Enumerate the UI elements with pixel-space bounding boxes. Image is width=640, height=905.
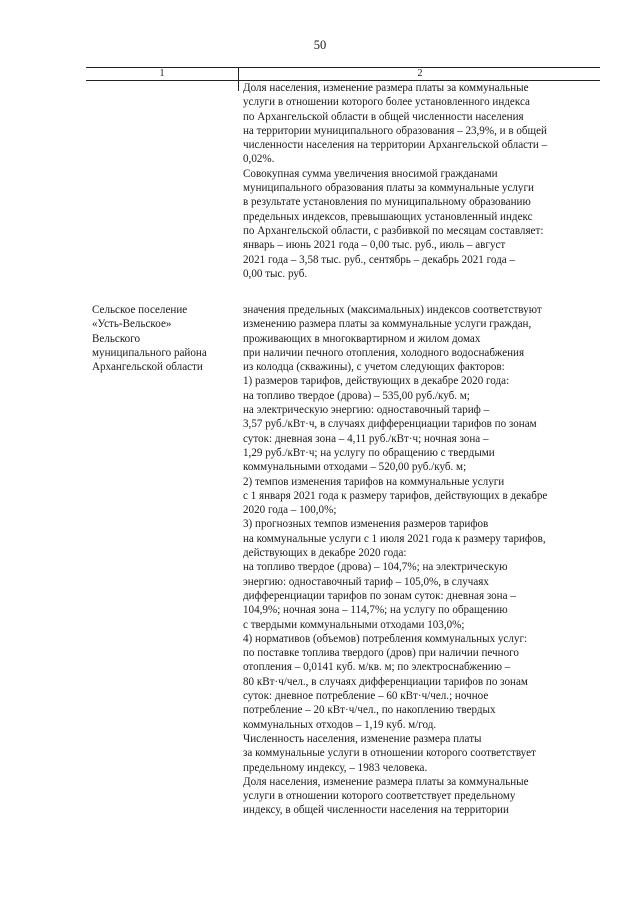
text-line: изменению размера платы за коммунальные услуги граждан, [243,318,532,331]
row-1-text-cell [243,81,603,281]
text-line: услуги в отношении которого соответствует предельному [243,790,516,803]
text-line: муниципального образования платы за коммунальные услуги [243,182,534,195]
text-line: суток: дневная зона – 4,11 руб./кВт·ч; ночная зона – [243,432,489,445]
text-line: значения предельных (максимальных) индексов соответствуют [243,304,542,316]
text-line: 80 кВт·ч/чел., в случаях дифференциации тарифов по зонам [243,675,528,688]
row-2-municipality-cell [92,303,232,374]
text-line: потребление – 20 кВт·ч/чел., по накоплению твердых [243,704,496,717]
municipality-name-line: муниципального района [92,346,207,359]
municipality-name-line: Архангельской области [92,361,203,374]
text-line: проживающих в многоквартирном и жилом домах [243,332,481,345]
text-line: численности населения на территории Архангельской области – [243,139,548,152]
text-line: на коммунальные услуги с 1 июля 2021 года к размеру тарифов, [243,532,546,545]
text-line: отопления – 0,0141 куб. м/кв. м; по электроснабжению – [243,661,511,674]
text-line: предельных индексов, превышающих установленный индекс [243,210,533,223]
text-line: 3,57 руб./кВт·ч, в случаях дифференциации тарифов по зонам [243,418,537,431]
text-line: 2) темпов изменения тарифов на коммунальные услуги [243,475,505,488]
text-line: индексу, в общей численности населения на территории [243,804,509,817]
text-line: 0,02%. [243,153,275,166]
table-header-col-1: 1 [159,68,165,79]
table-header-row [86,67,600,81]
text-line: 1,29 руб./кВт·ч; на услугу по обращению с твердыми [243,446,495,459]
text-line: из колодца (скважины), с учетом следующих факторов: [243,361,505,374]
text-line: на топливо твердое (дрова) – 104,7%; на электрическую [243,561,508,574]
text-line: Численность населения, изменение размера платы [243,732,482,745]
text-line: 2020 года – 100,0%; [243,504,337,517]
text-line: на территории муниципального образования – 23,9%, и в общей [243,124,547,137]
text-line: 104,9%; ночная зона – 114,7%; на услугу по обращению [243,604,508,617]
row-2-text-cell [243,303,603,818]
municipality-name-line: «Усть-Вельское» [92,318,172,331]
page-number: 50 [313,38,327,52]
text-line: 4) нормативов (объемов) потребления коммунальных услуг: [243,632,528,645]
column-divider [238,79,239,91]
text-line: 3) прогнозных темпов изменения размеров тарифов [243,518,489,531]
text-line: в результате установления по муниципальному образованию [243,196,531,209]
text-line: с твердыми коммунальными отходами 103,0%; [243,618,465,631]
text-line: по Архангельской области, с разбивкой по месяцам составляет: [243,224,544,237]
text-line: при наличии печного отопления, холодного водоснабжения [243,346,525,359]
municipality-name-line: Сельское поселение [92,304,188,316]
municipality-name-line: Вельского [92,332,141,345]
text-line: услуги в отношении которого более установленного индекса [243,96,530,109]
text-line: по поставке топлива твердого (дров) при наличии печного [243,647,519,660]
text-line: коммунальных отходов – 1,19 куб. м/год. [243,718,437,731]
text-line: Совокупная сумма увеличения вносимой гражданами [243,167,498,180]
text-line: энергию: одноставочный тариф – 105,0%, в случаях [243,575,489,588]
table-header-col-2: 2 [238,68,601,80]
text-line: с 1 января 2021 года к размеру тарифов, действующих в декабре [243,489,548,502]
text-line: 0,00 тыс. руб. [243,267,308,280]
text-line: 2021 года – 3,58 тыс. руб., сентябрь – декабрь 2021 года – [243,253,516,266]
text-line: 1) размеров тарифов, действующих в декабре 2020 года: [243,375,510,388]
text-line: на топливо твердое (дрова) – 535,00 руб./куб. м; [243,389,470,402]
text-line: январь – июнь 2021 года – 0,00 тыс. руб., июль – август [243,239,506,252]
text-line: Доля населения, изменение размера платы за коммунальные [243,775,529,788]
text-line: действующих в декабре 2020 года: [243,547,407,560]
text-line: предельному индексу, – 1983 человека. [243,761,428,774]
text-line: дифференциации тарифов по зонам суток: дневная зона – [243,589,516,602]
text-line: по Архангельской области в общей численности населения [243,110,524,123]
text-line: суток: дневное потребление – 60 кВт·ч/чел.; ночное [243,690,489,703]
text-line: коммунальными отходами – 520,00 руб./куб. м; [243,461,467,474]
text-line: за коммунальные услуги в отношении которого соответствует [243,747,536,760]
text-line: Доля населения, изменение размера платы за коммунальные [243,82,529,94]
text-line: на электрическую энергию: одноставочный тариф – [243,404,490,417]
